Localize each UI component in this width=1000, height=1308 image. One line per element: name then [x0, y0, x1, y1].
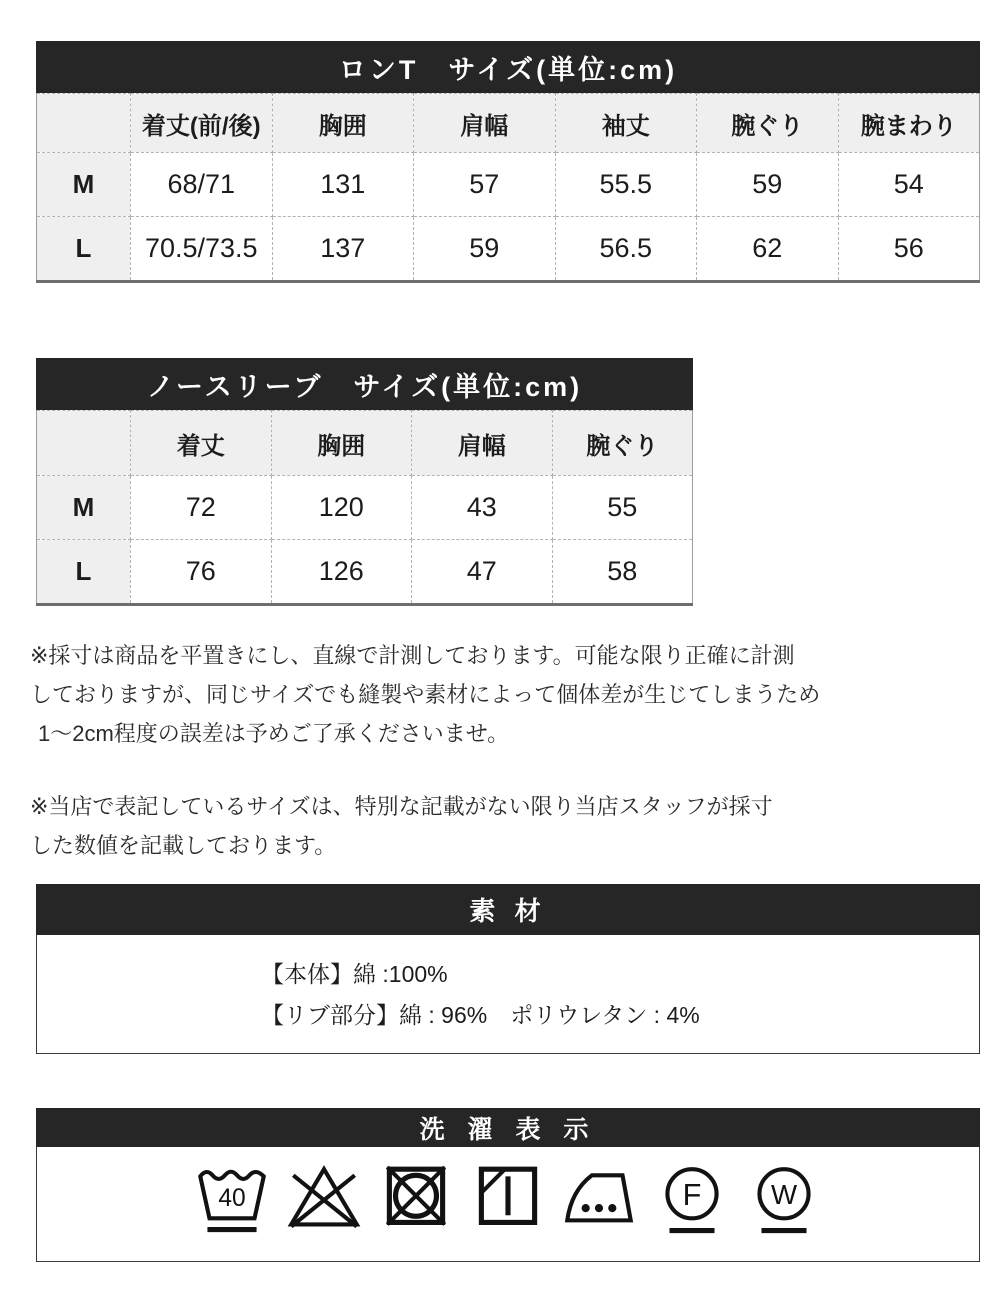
- measurement-cell: 68/71: [131, 153, 273, 217]
- column-header: 着丈(前/後): [131, 94, 273, 153]
- table-row: [37, 217, 980, 282]
- column-header: 袖丈: [555, 94, 697, 153]
- table-row: [37, 476, 693, 540]
- ront-size-table: [36, 93, 980, 283]
- sleeveless-size-table-box: [36, 358, 693, 606]
- measurement-cell: 76: [131, 540, 272, 605]
- row-size-label: M: [37, 476, 131, 540]
- column-header: 肩幅: [412, 411, 553, 476]
- size-column-corner-cell: [37, 411, 131, 476]
- measurement-cell: 131: [272, 153, 414, 217]
- svg-text:F: F: [682, 1177, 702, 1213]
- measurement-cell: 47: [412, 540, 553, 605]
- ront-size-table-box: [36, 41, 980, 283]
- column-header: 着丈: [131, 411, 272, 476]
- measurement-cell: 120: [271, 476, 412, 540]
- column-header: 腕ぐり: [552, 411, 693, 476]
- size-column-corner-cell: [37, 94, 131, 153]
- measurement-cell: 59: [697, 153, 839, 217]
- material-panel-body: [36, 935, 980, 1054]
- row-size-label: L: [37, 540, 131, 605]
- staff-measure-note: [30, 787, 773, 865]
- measurement-note-line: ※採寸は商品を平置きにし、直線で計測しております。可能な限り正確に計測: [30, 643, 795, 668]
- material-main-line: 【本体】綿 :100%: [261, 961, 448, 987]
- measurement-cell: 56.5: [555, 217, 697, 282]
- column-header: 胸囲: [272, 94, 414, 153]
- no-tumble-dry-icon: [379, 1161, 453, 1247]
- wash-40-mild-icon: [195, 1161, 269, 1247]
- sleeveless-size-table-title: ノースリーブ サイズ(単位:cm): [36, 358, 693, 410]
- iron-high-icon: [563, 1161, 637, 1247]
- measurement-cell: 57: [414, 153, 556, 217]
- laundry-panel-body: [36, 1147, 980, 1262]
- measurement-cell: 56: [838, 217, 980, 282]
- laundry-panel-title: 洗 濯 表 示: [36, 1108, 980, 1147]
- column-header: 肩幅: [414, 94, 556, 153]
- wet-clean-mild-icon: [747, 1161, 821, 1247]
- ront-size-table-title: ロンT サイズ(単位:cm): [36, 41, 980, 93]
- no-bleach-icon: [287, 1161, 361, 1247]
- table-row: [37, 540, 693, 605]
- svg-text:W: W: [770, 1179, 798, 1210]
- measurement-cell: 70.5/73.5: [131, 217, 273, 282]
- measurement-cell: 55: [552, 476, 693, 540]
- measurement-cell: 72: [131, 476, 272, 540]
- measurement-cell: 43: [412, 476, 553, 540]
- line-dry-in-shade-icon: [471, 1161, 545, 1247]
- material-panel: [36, 884, 980, 1054]
- staff-measure-note-line: ※当店で表記しているサイズは、特別な記載がない限り当店スタッフが採寸: [30, 794, 773, 819]
- measurement-cell: 126: [271, 540, 412, 605]
- column-header: 腕ぐり: [697, 94, 839, 153]
- column-header: 腕まわり: [838, 94, 980, 153]
- sleeveless-size-table: [36, 410, 693, 606]
- measurement-cell: 54: [838, 153, 980, 217]
- measurement-cell: 58: [552, 540, 693, 605]
- svg-text:40: 40: [218, 1185, 246, 1213]
- row-size-label: L: [37, 217, 131, 282]
- measurement-cell: 59: [414, 217, 556, 282]
- measurement-note-line: 1～2cm程度の誤差は予めご了承くださいませ。: [38, 721, 510, 746]
- measurement-cell: 62: [697, 217, 839, 282]
- material-panel-title: 素 材: [36, 884, 980, 935]
- column-header: 胸囲: [271, 411, 412, 476]
- material-rib-line: 【リブ部分】綿 : 96% ポリウレタン : 4%: [261, 1002, 700, 1028]
- staff-measure-note-line: した数値を記載しております。: [30, 833, 337, 858]
- table-row: [37, 153, 980, 217]
- row-size-label: M: [37, 153, 131, 217]
- laundry-panel: [36, 1108, 980, 1262]
- measurement-cell: 137: [272, 217, 414, 282]
- measurement-note-line: しておりますが、同じサイズでも縫製や素材によって個体差が生じてしまうため: [30, 682, 821, 707]
- dryclean-petroleum-mild-icon: [655, 1161, 729, 1247]
- measurement-cell: 55.5: [555, 153, 697, 217]
- measurement-note: [30, 636, 820, 753]
